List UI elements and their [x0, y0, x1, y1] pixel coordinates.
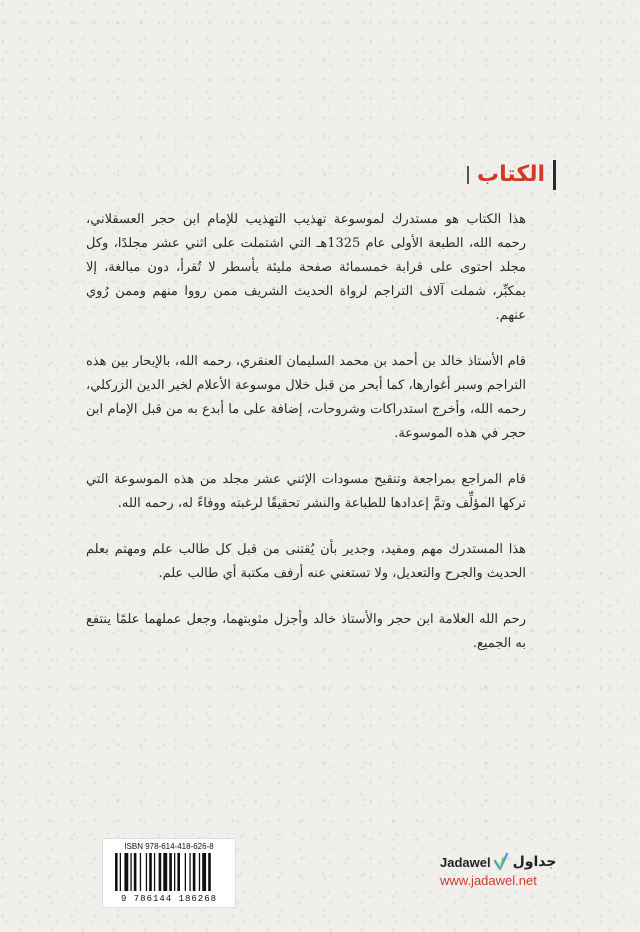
heading-bar [553, 160, 556, 190]
section-heading [467, 160, 556, 190]
paragraph: قام الأستاذ خالد بن أحمد بن محمد السليمان العنقري، رحمه الله، بالإبحار بين هذه التراجم وسبر أغوارها، كما أبحر من قبل خلال موسوعة الأعلام لخير الدين الزركلي، رحمه الله، وأخرج استدراكات وشروحات، إضافة على ما أبدع به من قبل الإمام ابن حجر في هذه الموسوعة. [86, 354, 526, 441]
paragraph: هذا المستدرك مهم ومفيد، وجدير بأن يُقتنى من قبل كل طالب علم ومهتم بعلم الحديث والجرح والتعديل، ولا تستغني عنه أرفف مكتبة أي طالب علم. [86, 542, 526, 581]
isbn-barcode [102, 838, 236, 908]
isbn-label: ISBN 978-614-418-626-8 [124, 842, 214, 851]
paragraph: هذا الكتاب هو مستدرك لموسوعة تهذيب التهذيب للإمام ابن حجر العسقلاني، رحمه الله، الطبعة الأولى عام 1325هـ التي اشتملت على اثني عشر مجلدًا، وكل مجلد احتوى على قرابة خمسمائة صفحة مليئة بأسطر لا تُقرأ، دون مبالغة، إلا بمكبِّر، شملت آلاف التراجم لرواة الحديث الشريف ممن رووا منهم وممن رُوي عنهم. [86, 212, 526, 323]
publisher-logo [440, 852, 570, 888]
paragraph: رحم الله العلامة ابن حجر والأستاذ خالد وأجزل مثوبتهما، وجعل عملهما علمًا ينتفع به الجميع. [86, 612, 526, 651]
description-body [86, 208, 526, 678]
publisher-url: www.jadawel.net [440, 873, 537, 888]
check-leaf-icon [493, 852, 509, 872]
isbn-digits: 9 786144 186268 [120, 894, 217, 904]
barcode-bars [115, 853, 227, 891]
heading-bar-small [467, 166, 469, 184]
publisher-name-ar: جداول [512, 854, 557, 870]
publisher-name-en: Jadawel [440, 854, 491, 870]
heading-title: الكتاب [477, 162, 545, 187]
paragraph: قام المراجع بمراجعة وتنقيح مسودات الإثني عشر مجلد من هذه الموسوعة التي تركها المؤلِّف وتمَّ إعدادها للطباعة والنشر تحقيقًا لرغبته ووفاءً له، رحمه الله. [86, 472, 526, 511]
